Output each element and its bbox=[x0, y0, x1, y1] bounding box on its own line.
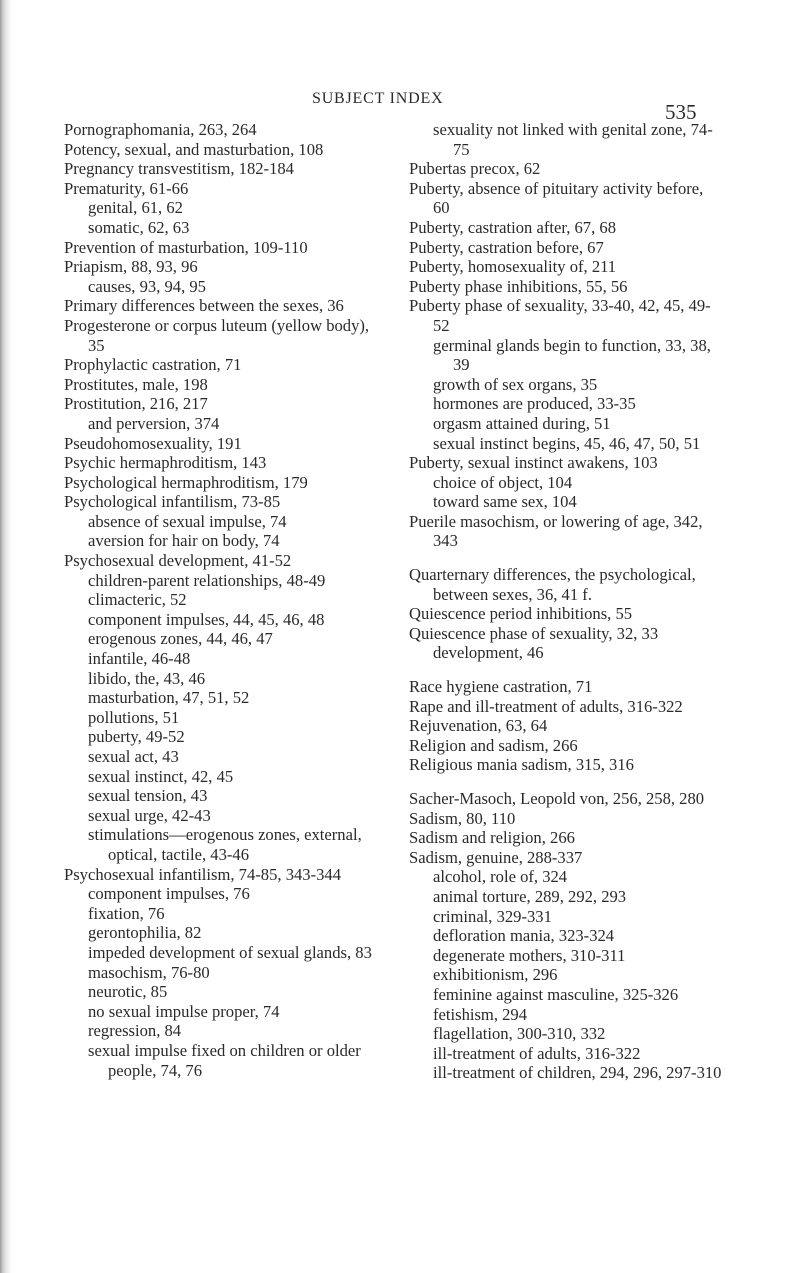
index-entry: Priapism, 88, 93, 96 bbox=[64, 257, 198, 277]
index-entry: Psychosexual development, 41-52 bbox=[64, 551, 292, 571]
index-column-left bbox=[64, 120, 372, 1080]
index-subentry: neurotic, 85 bbox=[88, 982, 168, 1002]
index-subentry: causes, 93, 94, 95 bbox=[88, 276, 206, 296]
index-entry: Rape and ill-treatment of adults, 316-322 bbox=[409, 696, 683, 716]
index-entry: Sadism, genuine, 288-337 bbox=[409, 847, 583, 867]
index-subentry: masturbation, 47, 51, 52 bbox=[88, 688, 250, 708]
index-subentry: feminine against masculine, 325-326 bbox=[433, 984, 679, 1004]
index-subentry: sexual tension, 43 bbox=[88, 786, 208, 806]
index-subentry: masochism, 76-80 bbox=[88, 962, 210, 982]
index-subentry: ill-treatment of adults, 316-322 bbox=[433, 1043, 641, 1063]
index-subentry: criminal, 329-331 bbox=[433, 906, 552, 926]
index-entry: Religious mania sadism, 315, 316 bbox=[409, 755, 634, 775]
index-subentry: sexuality not linked with genital zone, 74-75 bbox=[433, 120, 713, 159]
index-subentry: libido, the, 43, 46 bbox=[88, 668, 206, 688]
index-subentry: animal torture, 289, 292, 293 bbox=[433, 886, 627, 906]
index-entry: Potency, sexual, and masturbation, 108 bbox=[64, 139, 324, 159]
index-subentry: toward same sex, 104 bbox=[433, 492, 577, 512]
index-entry: Puberty phase inhibitions, 55, 56 bbox=[409, 276, 628, 296]
index-entry: Progesterone or corpus luteum (yellow body), 35 bbox=[64, 315, 370, 355]
index-subentry: genital, 61, 62 bbox=[88, 198, 183, 218]
index-subentry: growth of sex organs, 35 bbox=[433, 374, 598, 394]
index-subentry: exhibitionism, 296 bbox=[433, 965, 558, 985]
index-entry: Prophylactic castration, 71 bbox=[64, 355, 242, 375]
index-subentry: degenerate mothers, 310-311 bbox=[433, 945, 626, 965]
index-subentry: puberty, 49-52 bbox=[88, 727, 185, 747]
index-entry: Sadism and religion, 266 bbox=[409, 828, 575, 848]
index-entry: Prematurity, 61-66 bbox=[64, 178, 189, 198]
index-entry: Puberty, absence of pituitary activity before, 60 bbox=[409, 178, 704, 218]
index-subentry: infantile, 46-48 bbox=[88, 649, 191, 669]
index-entry: Prevention of masturbation, 109-110 bbox=[64, 237, 308, 257]
index-entry: Psychic hermaphroditism, 143 bbox=[64, 453, 267, 473]
index-entry: Pseudohomosexuality, 191 bbox=[64, 433, 242, 453]
index-entry: Pregnancy transvestitism, 182-184 bbox=[64, 159, 294, 179]
index-entry: Pubertas precox, 62 bbox=[409, 159, 541, 179]
index-subentry: ill-treatment of children, 294, 296, 297-310 bbox=[433, 1063, 722, 1083]
index-subentry: absence of sexual impulse, 74 bbox=[88, 511, 287, 531]
index-subentry: choice of object, 104 bbox=[433, 472, 573, 492]
index-entry: Psychological infantilism, 73-85 bbox=[64, 492, 281, 512]
index-subentry: regression, 84 bbox=[88, 1021, 182, 1041]
index-entry: Sadism, 80, 110 bbox=[409, 808, 516, 828]
index-subentry: no sexual impulse proper, 74 bbox=[88, 1001, 280, 1021]
index-entry: Puberty, castration before, 67 bbox=[409, 237, 604, 257]
index-subentry: development, 46 bbox=[433, 643, 544, 663]
index-subentry: alcohol, role of, 324 bbox=[433, 867, 568, 887]
index-entry: Puerile masochism, or lowering of age, 342, 343 bbox=[409, 511, 703, 551]
index-subentry: sexual instinct, 42, 45 bbox=[88, 766, 234, 786]
page-number: 535 bbox=[665, 100, 697, 124]
index-subentry: germinal glands begin to function, 33, 38, 39 bbox=[433, 335, 711, 375]
index-entry: Puberty, sexual instinct awakens, 103 bbox=[409, 453, 658, 473]
index-entry: Puberty, homosexuality of, 211 bbox=[409, 257, 617, 277]
index-subentry: component impulses, 44, 45, 46, 48 bbox=[88, 609, 325, 629]
index-subentry: erogenous zones, 44, 46, 47 bbox=[88, 629, 273, 649]
index-subentry: fetishism, 294 bbox=[433, 1004, 528, 1024]
index-entry: Sacher-Masoch, Leopold von, 256, 258, 280 bbox=[409, 789, 705, 808]
scan-edge-shadow bbox=[0, 0, 12, 1273]
index-subentry: children-parent relationships, 48-49 bbox=[88, 570, 326, 590]
index-subentry: component impulses, 76 bbox=[88, 884, 250, 904]
index-entry: Quiescence period inhibitions, 55 bbox=[409, 604, 633, 624]
index-subentry: sexual impulse fixed on children or older people, 74, 76 bbox=[88, 1040, 361, 1080]
index-subentry: pollutions, 51 bbox=[88, 707, 180, 727]
index-subentry: impeded development of sexual glands, 83 bbox=[88, 942, 372, 962]
index-subentry: and perversion, 374 bbox=[88, 413, 220, 433]
index-entry: Religion and sadism, 266 bbox=[409, 735, 578, 755]
index-subentry: aversion for hair on body, 74 bbox=[88, 531, 280, 551]
index-column-right bbox=[409, 120, 724, 1083]
index-entry: Quiescence phase of sexuality, 32, 33 bbox=[409, 623, 659, 643]
index-subentry: flagellation, 300-310, 332 bbox=[433, 1024, 606, 1044]
index-subentry: orgasm attained during, 51 bbox=[433, 413, 611, 433]
index-subentry: hormones are produced, 33-35 bbox=[433, 394, 636, 414]
index-entry: Psychological hermaphroditism, 179 bbox=[64, 472, 308, 492]
running-header: SUBJECT INDEX bbox=[312, 90, 444, 107]
index-entry: Puberty phase of sexuality, 33-40, 42, 45, 49-52 bbox=[409, 296, 711, 335]
index-entry: Psychosexual infantilism, 74-85, 343-344 bbox=[64, 864, 341, 884]
index-subentry: stimulations—erogenous zones, external, optical, tactile, 43-46 bbox=[88, 825, 362, 864]
index-subentry: defloration mania, 323-324 bbox=[433, 926, 615, 946]
index-entry: Quarternary differences, the psychological, between sexes, 36, 41 f. bbox=[409, 565, 696, 604]
index-entry: Pornographomania, 263, 264 bbox=[64, 120, 257, 139]
index-entry: Prostitution, 216, 217 bbox=[64, 394, 208, 414]
index-subentry: sexual instinct begins, 45, 46, 47, 50, 51 bbox=[433, 433, 701, 453]
index-subentry: climacteric, 52 bbox=[88, 590, 187, 610]
index-subentry: sexual act, 43 bbox=[88, 747, 179, 766]
index-entry: Puberty, castration after, 67, 68 bbox=[409, 217, 616, 237]
index-entry: Race hygiene castration, 71 bbox=[409, 677, 593, 697]
index-subentry: fixation, 76 bbox=[88, 903, 165, 923]
index-entry: Primary differences between the sexes, 36 bbox=[64, 296, 344, 316]
index-subentry: gerontophilia, 82 bbox=[88, 923, 202, 943]
index-entry: Rejuvenation, 63, 64 bbox=[409, 716, 548, 736]
index-subentry: somatic, 62, 63 bbox=[88, 217, 190, 237]
index-entry: Prostitutes, male, 198 bbox=[64, 374, 208, 394]
index-subentry: sexual urge, 42-43 bbox=[88, 805, 211, 825]
